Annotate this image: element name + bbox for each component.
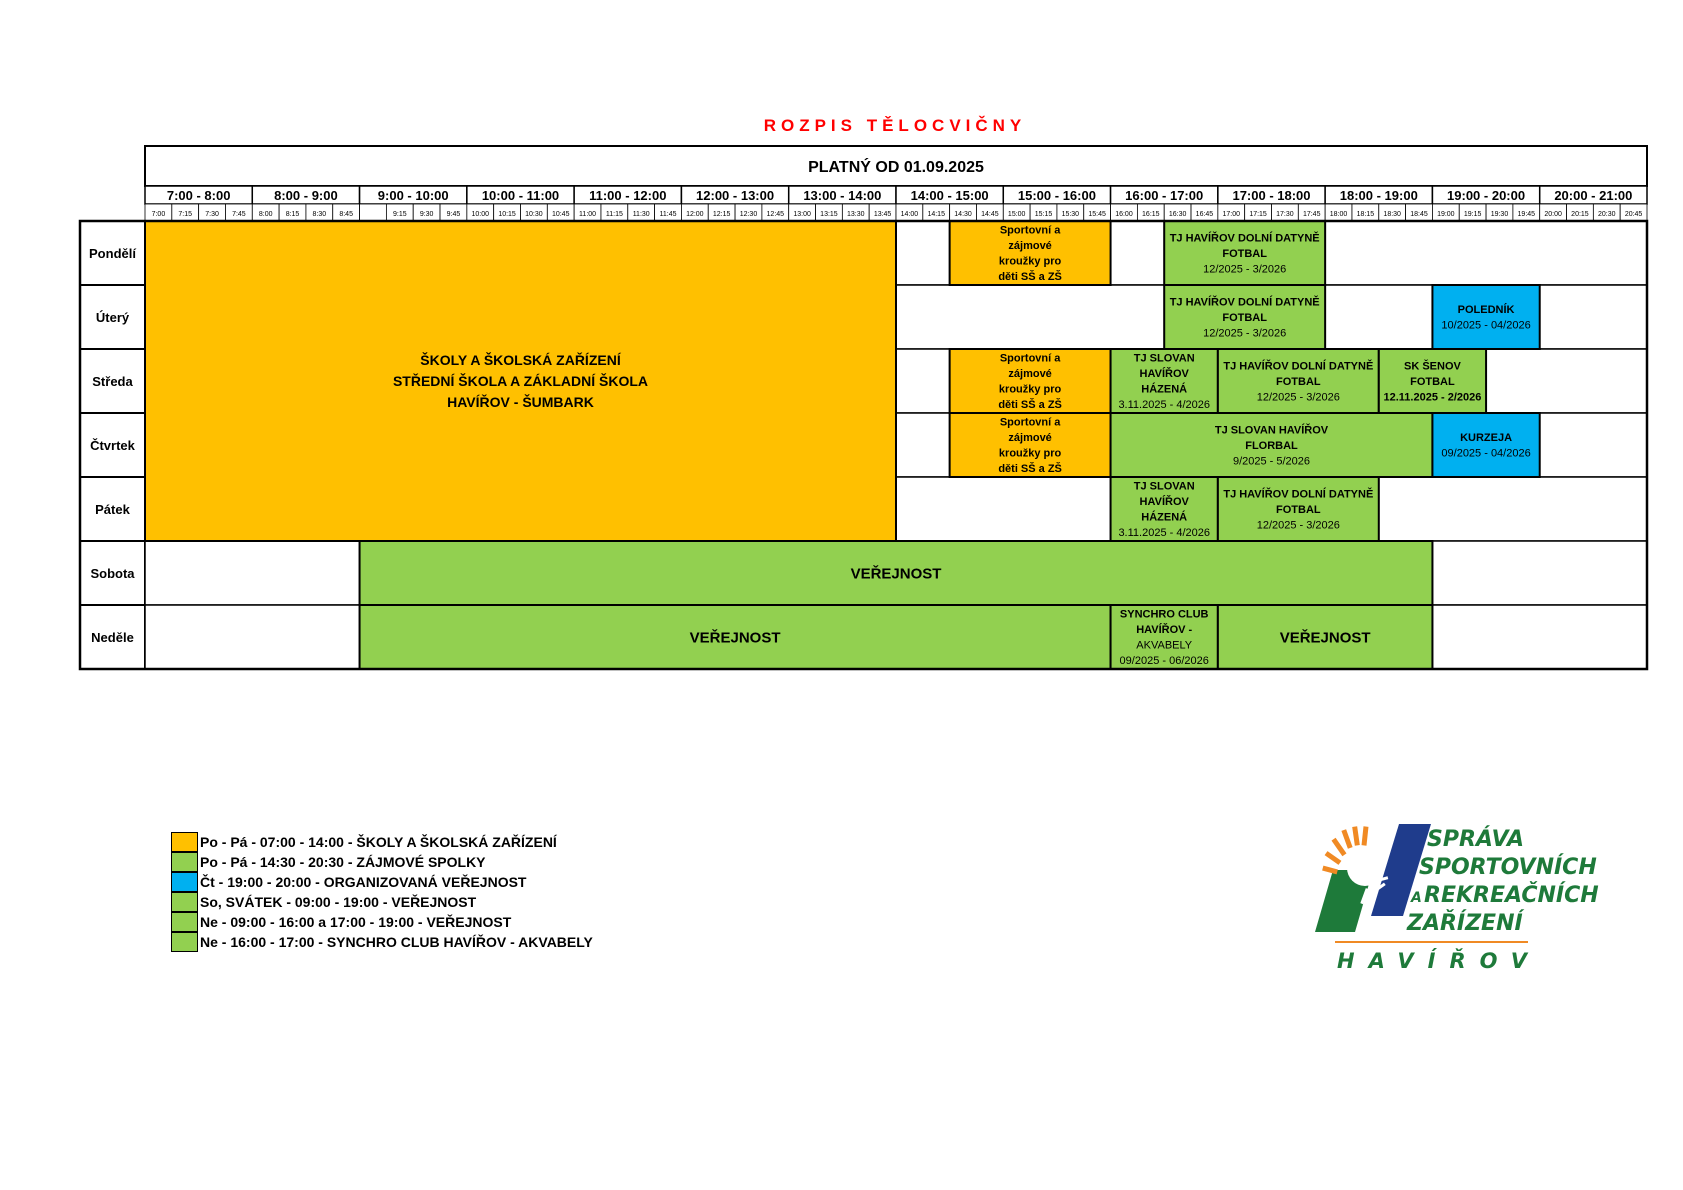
hour-header-label: 14:00 - 15:00 xyxy=(910,188,989,203)
quarter-header-label: 18:15 xyxy=(1356,211,1375,218)
legend-label: Po - Pá - 07:00 - 14:00 - ŠKOLY A ŠKOLSKÁ ZAŘÍZENÍ xyxy=(200,834,557,850)
block-label: kroužky pro xyxy=(998,255,1062,268)
quarter-header-label: 11:00 xyxy=(579,211,597,218)
block-period: 12/2025 - 3/2026 xyxy=(1256,519,1340,532)
legend-item xyxy=(171,912,593,932)
quarter-header-label: 17:30 xyxy=(1276,211,1294,218)
legend-label: So, SVÁTEK - 09:00 - 19:00 - VEŘEJNOST xyxy=(200,894,477,910)
quarter-header-label: 11:45 xyxy=(659,211,677,218)
legend-label: Po - Pá - 14:30 - 20:30 - ZÁJMOVÉ SPOLKY xyxy=(200,854,486,870)
quarter-header-label: 19:15 xyxy=(1463,211,1482,218)
block-label: HAVÍŘOV - ŠUMBARK xyxy=(447,393,594,410)
hour-header-label: 19:00 - 20:00 xyxy=(1447,188,1526,203)
block-label: SYNCHRO CLUB xyxy=(1119,608,1209,621)
empty-cell xyxy=(1486,349,1647,413)
empty-cell xyxy=(1540,285,1647,349)
quarter-header-label: 12:00 xyxy=(686,211,704,218)
block-label: KURZEJA xyxy=(1460,432,1513,445)
block-period: AKVABELY xyxy=(1136,639,1193,652)
quarter-header-label: 19:00 xyxy=(1437,211,1455,218)
quarter-header-label: 13:30 xyxy=(847,211,865,218)
quarter-header-label: 14:45 xyxy=(981,211,999,218)
day-label: Středa xyxy=(92,374,133,389)
quarter-header-label: 17:45 xyxy=(1302,211,1321,218)
quarter-header-label: 16:45 xyxy=(1195,211,1214,218)
legend xyxy=(171,832,593,952)
empty-cell xyxy=(896,349,950,413)
block-label: STŘEDNÍ ŠKOLA A ZÁKLADNÍ ŠKOLA xyxy=(392,372,649,389)
legend-item xyxy=(171,852,593,872)
hour-header-label: 12:00 - 13:00 xyxy=(696,188,775,203)
block-label: TJ HAVÍŘOV DOLNÍ DATYNĚ xyxy=(1223,488,1374,501)
quarter-header-label: 7:00 xyxy=(151,211,166,218)
quarter-header-label: 19:45 xyxy=(1517,211,1536,218)
empty-cell xyxy=(1432,541,1647,605)
legend-item xyxy=(171,932,593,952)
block-label: kroužky pro xyxy=(998,383,1062,396)
quarter-header-label: 11:15 xyxy=(605,211,623,218)
quarter-header-label: 18:45 xyxy=(1410,211,1428,218)
block-label: POLEDNÍK xyxy=(1457,304,1515,317)
quarter-header-label: 18:00 xyxy=(1329,211,1348,218)
block-label: FOTBAL xyxy=(1276,375,1321,388)
quarter-header-label: 7:45 xyxy=(232,211,246,218)
legend-label: Ne - 16:00 - 17:00 - SYNCHRO CLUB HAVÍŘOV - AKVABELY xyxy=(200,934,593,950)
empty-cell xyxy=(1432,605,1647,669)
quarter-header-label: 14:15 xyxy=(927,211,945,218)
quarter-header-label: 10:15 xyxy=(498,211,516,218)
block-period: 09/2025 - 04/2026 xyxy=(1441,447,1531,460)
block-label: TJ SLOVAN HAVÍŘOV xyxy=(1214,424,1329,437)
block-label: VEŘEJNOST xyxy=(850,565,942,583)
block-label: zájmové xyxy=(1008,240,1052,253)
block-period: 10/2025 - 04/2026 xyxy=(1441,319,1531,332)
block-period: 12/2025 - 3/2026 xyxy=(1203,263,1287,276)
legend-label: Ne - 09:00 - 16:00 a 17:00 - 19:00 - VEŘEJNOST xyxy=(200,914,512,930)
quarter-header-label: 9:15 xyxy=(392,211,407,218)
block-label: TJ HAVÍŘOV DOLNÍ DATYNĚ xyxy=(1223,360,1374,373)
day-label: Čtvrtek xyxy=(90,438,135,453)
block-label: FOTBAL xyxy=(1410,375,1455,388)
hour-header-label: 20:00 - 21:00 xyxy=(1554,188,1633,203)
legend-swatch xyxy=(171,872,198,892)
quarter-header-label: 7:30 xyxy=(205,211,219,218)
block-label: FOTBAL xyxy=(1222,311,1267,324)
day-label: Sobota xyxy=(90,566,135,581)
empty-cell xyxy=(145,541,360,605)
logo-line-3: REKREAČNÍCH xyxy=(1424,883,1599,908)
empty-cell xyxy=(1111,221,1165,285)
block-label: TJ SLOVAN xyxy=(1133,352,1195,365)
block-period: 12/2025 - 3/2026 xyxy=(1203,327,1287,340)
block-label: VEŘEJNOST xyxy=(1279,629,1371,647)
block-label: VEŘEJNOST xyxy=(689,629,781,647)
quarter-header-label: 10:45 xyxy=(551,211,570,218)
block-period: 3.11.2025 - 4/2026 xyxy=(1118,527,1210,540)
empty-cell xyxy=(1325,285,1432,349)
block-label: děti SŠ a ZŠ xyxy=(998,399,1062,412)
block-label: zájmové xyxy=(1008,432,1052,445)
quarter-header-label: 8:00 xyxy=(258,211,273,218)
quarter-header-label: 16:15 xyxy=(1142,211,1160,218)
quarter-header-label: 8:45 xyxy=(339,211,353,218)
quarter-header-label: 9:30 xyxy=(419,211,434,218)
legend-swatch xyxy=(171,852,198,872)
quarter-header-label: 13:15 xyxy=(820,211,838,218)
legend-swatch xyxy=(171,832,198,852)
quarter-header-label: 9:45 xyxy=(446,211,461,218)
empty-cell xyxy=(1379,477,1647,541)
quarter-header-label: 15:00 xyxy=(1007,211,1026,218)
quarter-header-label: 7:15 xyxy=(178,211,193,218)
quarter-header-cell xyxy=(360,204,387,221)
block-label: FOTBAL xyxy=(1222,247,1267,260)
legend-item xyxy=(171,832,593,852)
quarter-header-label: 20:00 xyxy=(1544,211,1562,218)
block-period: 12.11.2025 - 2/2026 xyxy=(1383,391,1482,404)
quarter-header-label: 8:15 xyxy=(285,211,300,218)
block-label: HAVÍŘOV xyxy=(1139,496,1189,509)
block-period: 12/2025 - 3/2026 xyxy=(1256,391,1340,404)
block-period: 3.11.2025 - 4/2026 xyxy=(1118,399,1210,412)
quarter-header-label: 11:30 xyxy=(632,211,650,218)
activity-block xyxy=(1432,413,1539,477)
logo-city: HAVÍŘOV xyxy=(1337,949,1541,973)
quarter-header-label: 20:15 xyxy=(1571,211,1589,218)
day-label: Pátek xyxy=(95,502,130,517)
block-label: zájmové xyxy=(1008,368,1052,381)
quarter-header-label: 12:30 xyxy=(739,211,758,218)
legend-label: Čt - 19:00 - 20:00 - ORGANIZOVANÁ VEŘEJNOST xyxy=(200,874,527,890)
hour-header-label: 7:00 - 8:00 xyxy=(166,188,231,203)
block-label: děti SŠ a ZŠ xyxy=(998,271,1062,284)
quarter-header-label: 16:30 xyxy=(1168,211,1187,218)
hour-header-label: 17:00 - 18:00 xyxy=(1232,188,1311,203)
quarter-header-label: 15:30 xyxy=(1061,211,1080,218)
legend-swatch xyxy=(171,892,198,912)
block-label: děti SŠ a ZŠ xyxy=(998,463,1062,476)
empty-cell xyxy=(896,221,950,285)
quarter-header-label: 10:30 xyxy=(525,211,543,218)
quarter-header-label: 10:00 xyxy=(471,211,490,218)
empty-cell xyxy=(896,413,950,477)
activity-block xyxy=(1432,285,1539,349)
quarter-header-label: 17:15 xyxy=(1249,211,1267,218)
organization-logo xyxy=(1313,818,1613,973)
block-label: HAVÍŘOV xyxy=(1139,368,1189,381)
empty-cell xyxy=(145,605,360,669)
empty-cell xyxy=(1325,221,1647,285)
logo-line-1: SPRÁVA xyxy=(1427,827,1525,852)
quarter-header-label: 13:45 xyxy=(873,211,892,218)
quarter-header-label: 8:30 xyxy=(312,211,327,218)
quarter-header-label: 14:30 xyxy=(954,211,972,218)
hour-header-label: 9:00 - 10:00 xyxy=(377,188,449,203)
quarter-header-label: 19:30 xyxy=(1490,211,1509,218)
block-label: kroužky pro xyxy=(998,447,1062,460)
block-label: SK ŠENOV xyxy=(1403,360,1461,373)
quarter-header-label: 17:00 xyxy=(1222,211,1241,218)
day-label: Neděle xyxy=(91,630,134,645)
block-label: ŠKOLY A ŠKOLSKÁ ZAŘÍZENÍ xyxy=(420,351,621,368)
empty-cell xyxy=(1540,413,1647,477)
quarter-header-label: 20:30 xyxy=(1598,211,1616,218)
quarter-header-label: 15:15 xyxy=(1034,211,1053,218)
hour-header-label: 8:00 - 9:00 xyxy=(274,188,338,203)
block-label: Sportovní a xyxy=(999,224,1061,237)
quarter-header-label: 20:45 xyxy=(1624,211,1643,218)
document-title: ROZPIS TĚLOCVIČNY xyxy=(763,116,1027,135)
logo-line-2: SPORTOVNÍCH xyxy=(1419,855,1597,880)
block-label: TJ SLOVAN xyxy=(1133,480,1195,493)
validity-date: PLATNÝ OD 01.09.2025 xyxy=(808,159,984,176)
block-period: 09/2025 - 06/2026 xyxy=(1119,655,1209,668)
quarter-header-label: 14:00 xyxy=(900,211,919,218)
quarter-header-label: 18:30 xyxy=(1383,211,1401,218)
hour-header-label: 15:00 - 16:00 xyxy=(1017,188,1096,203)
empty-cell xyxy=(896,285,1164,349)
hour-header-label: 11:00 - 12:00 xyxy=(589,188,667,203)
hour-header-label: 18:00 - 19:00 xyxy=(1339,188,1418,203)
legend-swatch xyxy=(171,932,198,952)
block-label: HÁZENÁ xyxy=(1141,511,1188,524)
legend-swatch xyxy=(171,912,198,932)
block-label: Sportovní a xyxy=(999,352,1061,365)
block-period: 9/2025 - 5/2026 xyxy=(1232,455,1311,468)
hour-header-label: 16:00 - 17:00 xyxy=(1125,188,1204,203)
block-label: Sportovní a xyxy=(999,416,1061,429)
quarter-header-label: 15:45 xyxy=(1088,211,1106,218)
quarter-header-label: 16:00 xyxy=(1115,211,1133,218)
logo-line-4: ZAŘÍZENÍ xyxy=(1407,911,1523,936)
hour-header-label: 10:00 - 11:00 xyxy=(481,188,560,203)
quarter-header-label: 12:45 xyxy=(766,211,785,218)
day-label: Pondělí xyxy=(89,246,136,261)
hour-header-label: 13:00 - 14:00 xyxy=(803,188,882,203)
day-label: Úterý xyxy=(95,310,130,325)
block-label: FLORBAL xyxy=(1245,439,1298,452)
quarter-header-label: 13:00 xyxy=(793,211,811,218)
block-label: HAVÍŘOV - xyxy=(1136,624,1193,637)
block-label: FOTBAL xyxy=(1276,503,1321,516)
logo-line-3-prefix: A xyxy=(1411,890,1422,906)
block-label: HÁZENÁ xyxy=(1141,383,1188,396)
legend-item xyxy=(171,872,593,892)
empty-cell xyxy=(896,477,1111,541)
block-label: TJ HAVÍŘOV DOLNÍ DATYNĚ xyxy=(1169,296,1320,309)
quarter-header-label: 12:15 xyxy=(712,211,731,218)
legend-item xyxy=(171,892,593,912)
block-label: TJ HAVÍŘOV DOLNÍ DATYNĚ xyxy=(1169,232,1320,245)
